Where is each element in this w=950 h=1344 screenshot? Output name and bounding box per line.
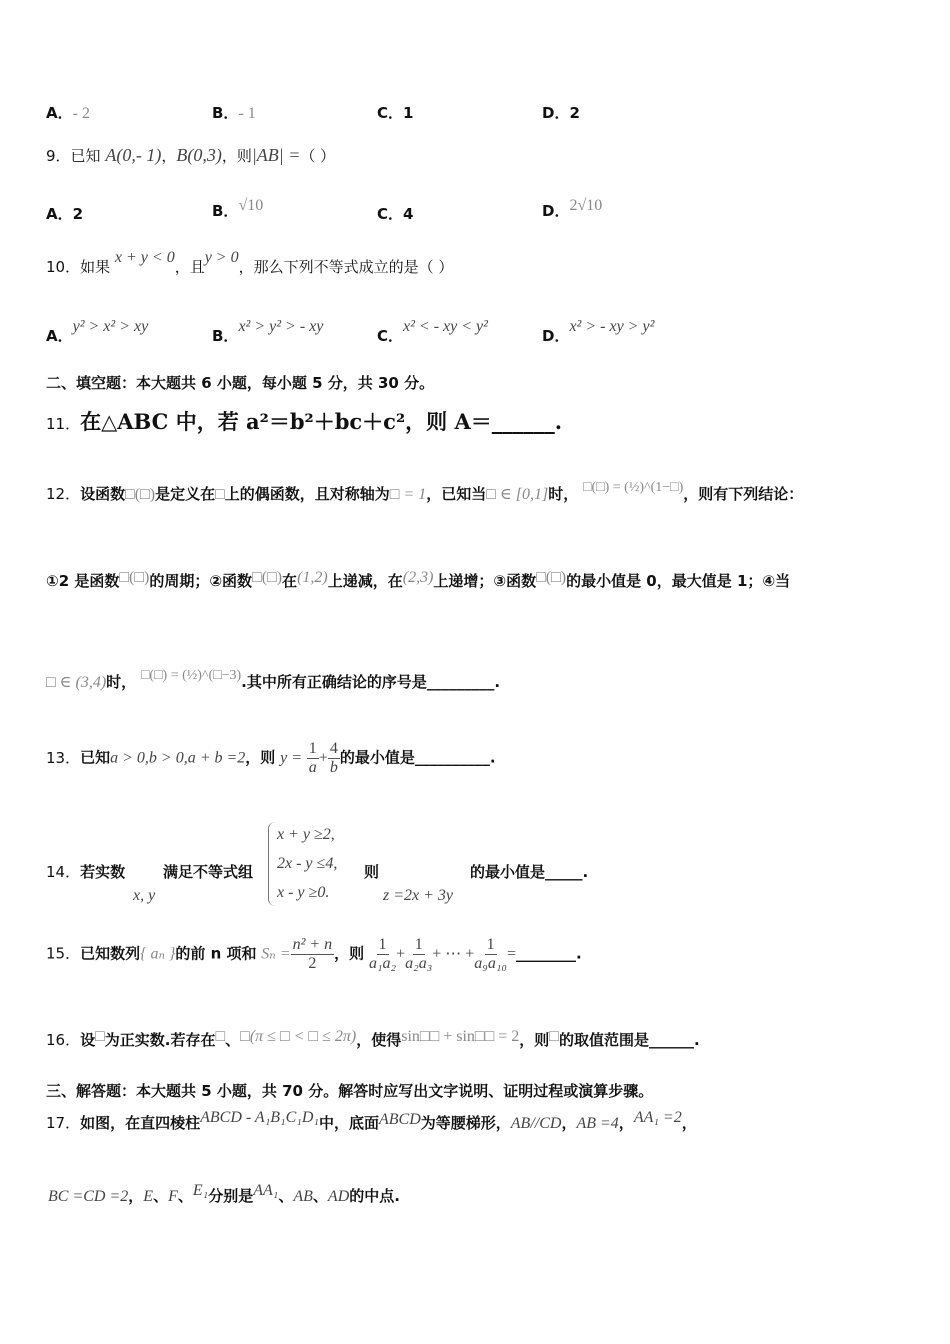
q12-interval: □ ∈ [0,1] <box>486 486 549 503</box>
q17-text: 、 <box>312 1187 328 1205</box>
option-value: y² > x² > xy <box>72 318 149 335</box>
q14-vars: x, y <box>133 887 156 904</box>
q12-fx: □(□) <box>252 569 283 586</box>
q17-segment-aa1: AA₁ <box>253 1182 279 1199</box>
q17-aa1-length: AA₁ =2 <box>633 1109 682 1126</box>
q11-text: 在△ABC 中，若 a²＝b²＋bc＋c²，则 A＝______. <box>80 409 563 434</box>
q12-interval: (2,3) <box>402 569 434 586</box>
q12-text: 设函数 <box>80 485 126 503</box>
option-value: 2√10 <box>569 197 603 214</box>
numerator: n² + n <box>292 936 333 953</box>
denominator: a₉a₁₀ <box>474 954 507 972</box>
q16-text: 为正实数.若存在 <box>104 1031 216 1049</box>
q10-stem <box>46 249 454 277</box>
q12-axis: □ = 1 <box>389 486 427 503</box>
q16-text: ，使得 <box>356 1031 402 1049</box>
q13-condition: a > 0,b > 0,a + b =2 <box>110 749 246 767</box>
q13-fraction-1 <box>307 740 319 776</box>
q17-text: ， <box>128 1187 144 1205</box>
denominator: a₂a₃ <box>405 954 433 972</box>
q15-term-2 <box>405 936 432 972</box>
q9-option-c <box>377 203 413 224</box>
q15-term-1 <box>369 936 396 972</box>
q8-option-d <box>542 102 580 123</box>
option-label: C． <box>377 327 404 345</box>
numerator: 1 <box>308 740 317 757</box>
q12-text: 上递减，在 <box>327 572 403 590</box>
numerator: 1 <box>414 936 423 953</box>
question-number: 16． <box>46 1031 81 1049</box>
q17-text: ， <box>681 1114 697 1132</box>
q12-text: 在 <box>282 572 298 590</box>
q17-text: 、 <box>153 1187 169 1205</box>
question-number: 12． <box>46 485 81 503</box>
q14-text: 的最小值是_____. <box>470 863 589 881</box>
q16-text: 设 <box>80 1031 96 1049</box>
q12-text: 时， <box>548 485 579 503</box>
numerator: 1 <box>378 936 387 953</box>
option-value: - 1 <box>238 105 256 122</box>
numerator: 4 <box>329 740 338 757</box>
option-value: x² < - xy < y² <box>403 318 488 335</box>
q15-term-3 <box>474 936 507 972</box>
option-label: D． <box>542 202 570 220</box>
option-label: A． <box>46 327 73 345</box>
denominator: 2 <box>308 954 317 972</box>
q12-text: ①2 是函数 <box>46 572 120 590</box>
q9-option-a <box>46 203 83 224</box>
q16-equation: sin□□ + sin□□ = 2 <box>401 1028 520 1045</box>
q17-bc-cd-length: BC =CD =2 <box>48 1188 129 1205</box>
q15-text: 的前 n 项和 <box>175 944 257 963</box>
option-label: D． <box>542 104 570 122</box>
q12-text: ，已知当 <box>426 485 487 503</box>
q13-text: 已知 <box>80 748 111 767</box>
q17-text: ， <box>618 1114 634 1132</box>
q17-point-f: F <box>168 1188 178 1205</box>
denominator: a₁a₂ <box>368 954 397 972</box>
q12-text: 是定义在 <box>155 485 216 503</box>
q17-line1 <box>46 1109 697 1133</box>
denominator: b <box>329 758 338 776</box>
option-value: x² > y² > - xy <box>238 318 324 335</box>
q14-constraint-3: x - y ≥0. <box>277 884 330 901</box>
q10-option-a <box>46 315 149 345</box>
option-label: C． <box>377 104 404 122</box>
q12-fx: □(□) <box>125 486 156 503</box>
q16-placeholder: □ <box>215 1028 226 1045</box>
q13 <box>46 740 496 776</box>
q17-segment-ab: AB <box>293 1188 313 1205</box>
q16-text: 、 <box>225 1031 241 1049</box>
q17-segment-ad: AD <box>327 1188 350 1205</box>
q14-text: 若实数 <box>80 863 126 881</box>
question-number: 15． <box>46 944 81 963</box>
q17-line2 <box>48 1182 400 1206</box>
q9-point-b: B(0,3) <box>176 145 222 165</box>
section-heading-solutions: 三、解答题：本大题共 5 小题，共 70 分。解答时应写出文字说明、证明过程或演算步骤。 <box>46 1082 654 1100</box>
q12-line1 <box>46 480 804 504</box>
q12-interval: □ ∈ (3,4) <box>46 674 107 691</box>
q17-text: 、 <box>278 1187 294 1205</box>
q10-option-b <box>212 315 324 345</box>
q17-parallel: AB//CD <box>510 1115 562 1132</box>
q9-sep: ， <box>161 147 177 165</box>
q15-text: ，则 <box>334 944 365 963</box>
q9-abs-ab: |AB| = <box>251 145 301 165</box>
q12-line3 <box>46 668 501 692</box>
question-number: 13． <box>46 748 81 767</box>
q9-stem <box>46 145 335 166</box>
q17-base: ABCD <box>378 1111 421 1128</box>
q12-formula2: □(□) = (½)^(□−3) <box>140 668 242 683</box>
option-value: √10 <box>238 197 264 214</box>
q15-sn: Sₙ = <box>261 945 291 963</box>
q17-text: 中，底面 <box>318 1114 379 1132</box>
q10-cond1: x + y < 0 <box>114 249 175 266</box>
option-label: B． <box>212 104 239 122</box>
q10-pre: 如果 <box>80 258 111 276</box>
q16-range: □(π ≤ □ < □ ≤ 2π) <box>240 1028 357 1045</box>
q16-placeholder: □ <box>549 1028 559 1045</box>
q14-text: 则 <box>364 863 380 881</box>
denominator: a <box>308 758 317 776</box>
q13-text: ，则 <box>245 748 276 767</box>
q12-text: ，则有下列结论： <box>683 485 804 503</box>
q9-option-d <box>542 197 603 221</box>
q16-placeholder: □ <box>95 1028 105 1045</box>
option-value: 2 <box>72 205 84 223</box>
q9-option-b <box>212 197 264 221</box>
q16 <box>46 1029 700 1050</box>
q15 <box>46 936 582 972</box>
q12-text: 的周期；②函数 <box>149 572 253 590</box>
option-label: A． <box>46 104 73 122</box>
option-label: B． <box>212 202 239 220</box>
numerator: 1 <box>486 936 495 953</box>
q10-mid: ，且 <box>174 258 205 276</box>
q15-sequence: { aₙ } <box>140 945 176 963</box>
question-number: 17． <box>46 1114 81 1132</box>
q8-option-b <box>212 102 256 123</box>
q13-y: y = <box>280 749 302 767</box>
q12-text: 上递增；③函数 <box>433 572 537 590</box>
q12-line2 <box>46 570 790 591</box>
q12-text: 的最小值是 0，最大值是 1；④当 <box>566 572 791 590</box>
q8-option-a <box>46 102 90 123</box>
question-number: 9． <box>46 147 71 165</box>
q12-fx: □(□) <box>536 569 567 586</box>
question-number: 11． <box>46 415 81 433</box>
option-label: A． <box>46 205 73 223</box>
q14-constraint-1: x + y ≥2, <box>277 826 335 843</box>
q14-stem <box>46 861 125 882</box>
q17-prism: ABCD - A₁B₁C₁D₁ <box>200 1109 319 1126</box>
q15-sn-fraction <box>291 936 335 972</box>
q17-text: 、 <box>177 1187 193 1205</box>
option-value: 4 <box>403 205 414 223</box>
q10-option-d <box>542 315 655 345</box>
q14-brace <box>268 822 275 906</box>
q17-text: ， <box>561 1114 577 1132</box>
question-number: 10． <box>46 258 81 276</box>
q10-option-c <box>377 315 488 345</box>
q17-text: 为等腰梯形， <box>420 1114 511 1132</box>
q12-text: 时， <box>106 673 137 691</box>
q9-point-a: A(0,- 1) <box>105 145 162 165</box>
q12-formula1: □(□) = (½)^(1−□) <box>583 480 684 495</box>
plus-sign: + <box>318 749 328 767</box>
q8-option-c <box>377 102 413 123</box>
q17-text: 的中点. <box>349 1187 400 1205</box>
q12-fx: □(□) <box>119 569 150 586</box>
q16-text: 的取值范围是______. <box>558 1031 700 1049</box>
ellipsis: + ⋯ + <box>432 945 475 963</box>
q13-fraction-2 <box>328 740 340 776</box>
q14-constraint-2: 2x - y ≤4, <box>277 855 338 872</box>
option-value: x² > - xy > y² <box>569 318 655 335</box>
answer-blank: ________. <box>516 944 582 963</box>
q9-bracket: （ ） <box>300 147 336 165</box>
q13-text: 的最小值是__________. <box>339 748 496 767</box>
q12-text: 上的偶函数，且对称轴为 <box>224 485 390 503</box>
q17-ab-length: AB =4 <box>576 1115 619 1132</box>
option-label: B． <box>212 327 239 345</box>
question-number: 14． <box>46 863 81 881</box>
option-value: 2 <box>569 104 580 122</box>
q14-text: 满足不等式组 <box>163 863 254 881</box>
q17-point-e: E <box>143 1188 154 1205</box>
plus-sign: + <box>396 945 406 963</box>
q17-point-e1: E₁ <box>192 1182 209 1199</box>
option-label: D． <box>542 327 570 345</box>
q11 <box>46 406 562 436</box>
q9-pre: 已知 <box>70 147 101 165</box>
equals-sign: = <box>506 945 517 963</box>
q12-text: .其中所有正确结论的序号是_________. <box>241 673 501 691</box>
q12-interval: (1,2) <box>297 569 328 586</box>
option-value: - 2 <box>72 105 90 122</box>
q10-post: ，那么下列不等式成立的是（ ） <box>238 258 454 276</box>
q10-cond2: y > 0 <box>204 249 239 266</box>
q17-text: 如图，在直四棱柱 <box>80 1114 201 1132</box>
q9-then: ，则 <box>221 147 252 165</box>
q16-text: ，则 <box>519 1031 550 1049</box>
option-label: C． <box>377 205 404 223</box>
q12-set-r: □ <box>215 486 225 503</box>
q14-objective: z =2x + 3y <box>383 887 454 904</box>
section-heading-fill-in: 二、填空题：本大题共 6 小题，每小题 5 分，共 30 分。 <box>46 374 435 392</box>
q15-text: 已知数列 <box>80 944 141 963</box>
q17-text: 分别是 <box>208 1187 254 1205</box>
option-value: 1 <box>403 104 414 122</box>
